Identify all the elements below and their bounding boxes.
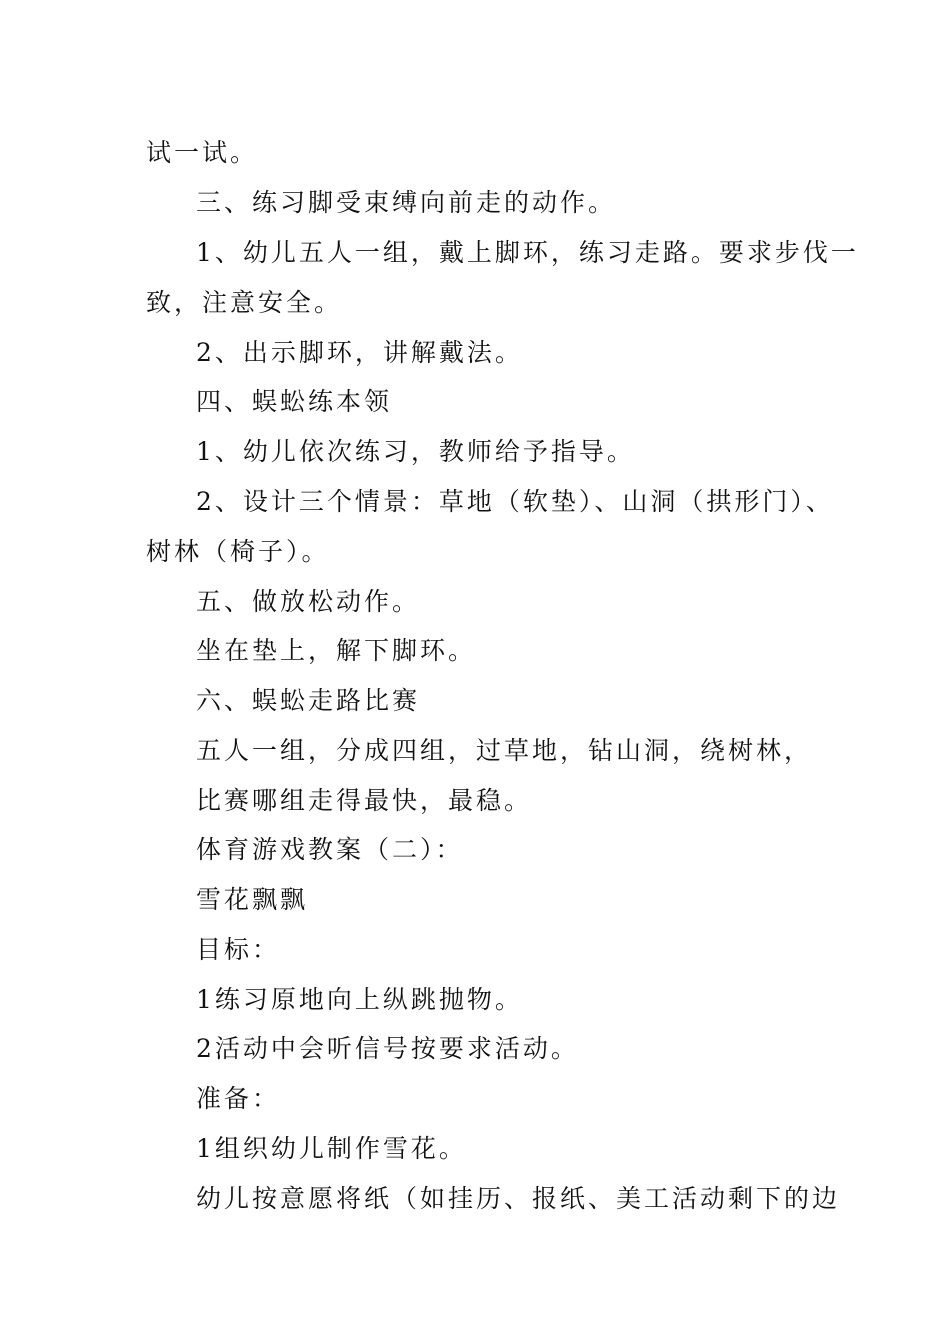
text-line: 1练习原地向上纵跳抛物。 [196, 985, 523, 1014]
text-line: 五人一组，分成四组，过草地，钻山洞，绕树林， [196, 736, 813, 765]
text-line: 三、练习脚受束缚向前走的动作。 [196, 188, 617, 217]
text-line: 比赛哪组走得最快，最稳。 [196, 786, 533, 815]
text-line: 2、出示脚环，讲解戴法。 [196, 338, 523, 367]
text-line: 幼儿按意愿将纸（如挂历、报纸、美工活动剩下的边 [196, 1184, 841, 1213]
text-line: 四、蜈蚣练本领 [196, 387, 393, 416]
text-line: 2、设计三个情景：草地（软垫）、山洞（拱形门）、 [196, 487, 834, 516]
text-line: 致，注意安全。 [146, 288, 343, 317]
text-line: 1、幼儿五人一组，戴上脚环，练习走路。要求步伐一 [196, 238, 859, 267]
text-line: 目标： [196, 935, 281, 964]
text-line: 坐在垫上，解下脚环。 [196, 636, 477, 665]
text-line: 体育游戏教案（二）： [196, 835, 464, 864]
text-line: 六、蜈蚣走路比赛 [196, 686, 421, 715]
text-line: 2活动中会听信号按要求活动。 [196, 1034, 579, 1063]
text-line: 五、做放松动作。 [196, 587, 421, 616]
text-line: 1、幼儿依次练习，教师给予指导。 [196, 437, 635, 466]
text-line: 准备： [196, 1084, 281, 1113]
text-line: 1组织幼儿制作雪花。 [196, 1134, 467, 1163]
text-line: 试一试。 [146, 138, 259, 167]
text-line: 雪花飘飘 [196, 885, 309, 914]
text-line: 树林（椅子）。 [146, 537, 330, 566]
